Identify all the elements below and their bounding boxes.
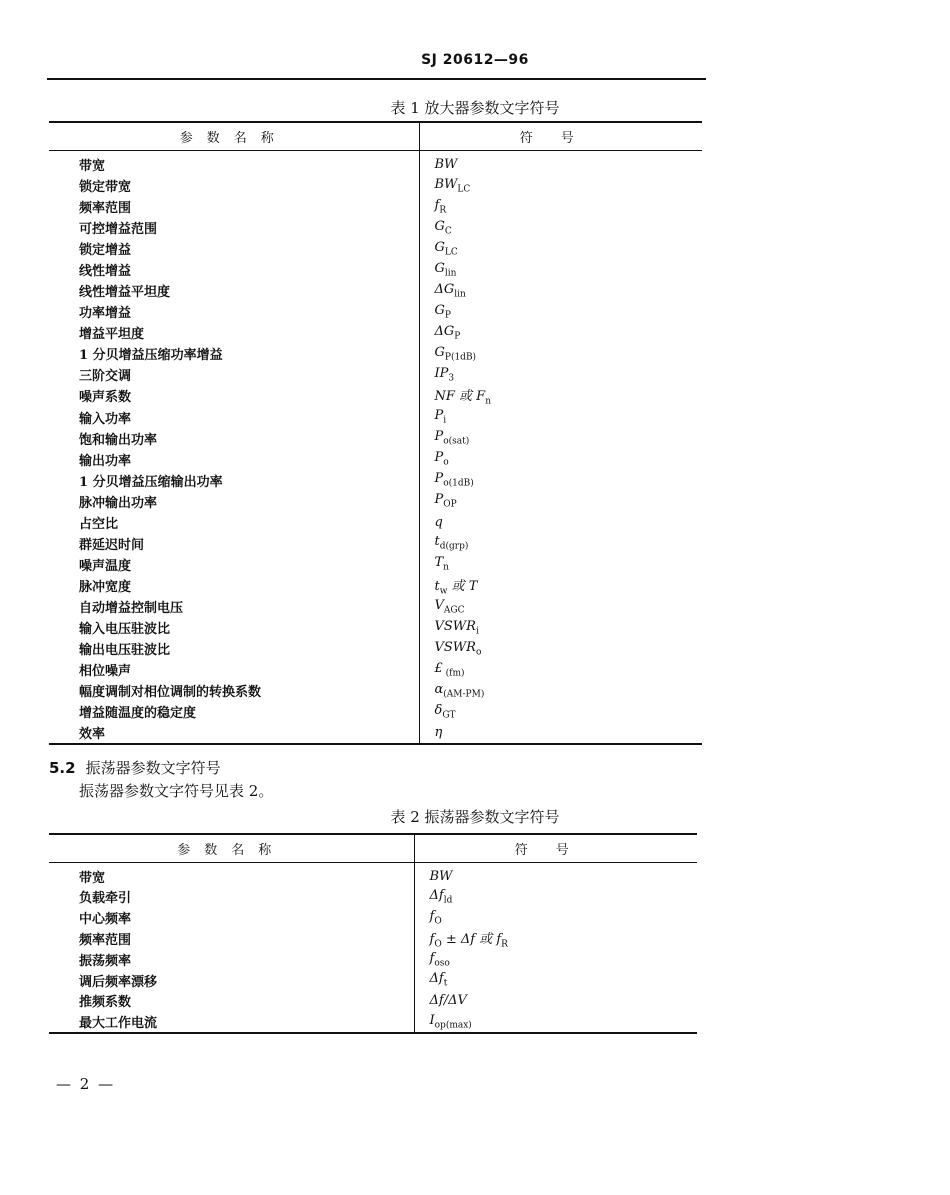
parameter-name: 输入功率 — [79, 411, 132, 427]
parameter-name: 振荡频率 — [79, 954, 132, 970]
parameter-name: 效率 — [79, 727, 106, 743]
parameter-symbol — [414, 991, 697, 1012]
table-row — [49, 343, 702, 364]
page-number: — 2 — — [56, 1075, 116, 1093]
symbol-main: q — [434, 514, 443, 530]
symbol-subscript: i — [443, 415, 447, 426]
parameter-symbol — [419, 364, 702, 385]
table-row — [49, 322, 702, 343]
symbol-main: f — [429, 931, 435, 947]
table-row — [49, 151, 702, 176]
parameter-name: 中心频率 — [79, 911, 132, 927]
section-heading — [49, 757, 221, 778]
symbol-main: f — [434, 197, 440, 213]
parameter-name: 带宽 — [79, 159, 106, 174]
symbol-subscript: ld — [443, 895, 453, 906]
parameter-symbol — [419, 533, 702, 554]
parameter-name: 脉冲输出功率 — [79, 495, 158, 511]
symbol-main: I — [429, 1012, 435, 1028]
symbol-subscript: o — [475, 647, 482, 658]
column-header-symbol: 符号 — [419, 122, 702, 151]
symbol-subscript: GT — [442, 710, 456, 721]
parameter-name: 增益随温度的稳定度 — [79, 706, 197, 722]
table1-caption: 表 1 放大器参数文字符号 — [390, 99, 560, 117]
parameter-symbol — [419, 596, 702, 617]
symbol-main: δ — [434, 702, 443, 718]
parameter-name: 占空比 — [79, 516, 119, 532]
table-row — [49, 928, 697, 950]
symbol-subscript: o(1dB) — [443, 478, 474, 489]
parameter-symbol — [414, 863, 697, 887]
parameter-name: 锁定带宽 — [79, 180, 132, 195]
parameter-name: 最大工作电流 — [79, 1015, 158, 1031]
symbol-main: VSWR — [434, 639, 476, 655]
symbol-main: t — [434, 578, 440, 594]
table-header-row — [49, 122, 702, 151]
parameter-name: 锁定增益 — [79, 243, 132, 258]
table-row — [49, 949, 697, 970]
table-row — [49, 680, 702, 701]
symbol-subscript: d(grp) — [439, 541, 469, 552]
symbol-subscript: w — [439, 586, 448, 597]
table-row — [49, 428, 702, 449]
symbol-subscript: i — [475, 626, 479, 637]
symbol-subscript: t — [443, 979, 448, 990]
parameter-name: 饱和输出功率 — [79, 432, 158, 448]
symbol-subscript: LC — [457, 184, 471, 195]
symbol-tail: 或 T — [447, 578, 478, 594]
symbol-main: P — [434, 492, 444, 508]
table-row — [49, 970, 697, 991]
parameter-symbol — [419, 659, 702, 680]
symbol-main: Δf/ΔV — [429, 993, 467, 1009]
table-row — [49, 175, 702, 196]
symbol-main: P — [434, 471, 444, 487]
table-row — [49, 596, 702, 617]
parameter-symbol — [419, 701, 702, 722]
symbol-main: G — [434, 239, 445, 255]
symbol-subscript: (AM-PM) — [443, 689, 485, 700]
parameter-symbol — [419, 322, 702, 343]
column-header-symbol: 符号 — [414, 834, 697, 863]
symbol-main: P — [434, 450, 444, 466]
column-header-name: 参数名称 — [49, 122, 419, 151]
parameter-symbol — [419, 407, 702, 428]
parameter-name: 频率范围 — [79, 201, 132, 216]
symbol-main: P — [434, 408, 444, 424]
symbol-main: α — [434, 681, 444, 697]
section-body-text: 振荡器参数文字符号见表 2。 — [79, 782, 274, 800]
parameter-name: 线性增益 — [79, 264, 132, 279]
parameter-name: 推频系数 — [79, 995, 132, 1011]
parameter-symbol — [414, 928, 697, 950]
table-row — [49, 470, 702, 491]
parameter-name: 幅度调制对相位调制的转换系数 — [79, 685, 262, 701]
parameter-name: 输入电压驻波比 — [79, 622, 171, 638]
parameter-symbol — [419, 301, 702, 322]
parameter-name: 负载牵引 — [79, 891, 132, 907]
parameter-name: 噪声温度 — [79, 558, 132, 574]
symbol-main: V — [434, 597, 444, 613]
parameter-symbol — [419, 280, 702, 301]
table-row — [49, 554, 702, 575]
parameter-name: 噪声系数 — [79, 390, 132, 406]
symbol-subscript: O — [434, 916, 442, 927]
document-code-header: SJ 20612—96 — [421, 52, 529, 68]
symbol-main: T — [434, 555, 444, 571]
symbol-subscript: O — [434, 939, 442, 950]
table-row — [49, 364, 702, 385]
symbol-main: BW — [434, 176, 458, 192]
parameter-symbol — [419, 512, 702, 533]
table-row — [49, 575, 702, 597]
symbol-subscript: 3 — [448, 373, 455, 384]
symbol-subscript: n — [485, 396, 491, 407]
table-row — [49, 701, 702, 722]
table-row — [49, 301, 702, 322]
parameter-name: 群延迟时间 — [79, 537, 145, 553]
parameter-symbol — [414, 907, 697, 928]
parameter-symbol — [419, 217, 702, 238]
symbol-main: t — [434, 534, 440, 550]
parameter-symbol — [419, 617, 702, 638]
parameter-name: 输出电压驻波比 — [79, 643, 171, 659]
parameter-symbol — [419, 343, 702, 364]
parameter-symbol — [419, 680, 702, 701]
symbol-main: P — [434, 429, 444, 445]
symbol-main: G — [434, 218, 445, 234]
symbol-main: VSWR — [434, 618, 476, 634]
table-row — [49, 887, 697, 908]
parameter-symbol — [419, 196, 702, 217]
table-row — [49, 638, 702, 659]
parameter-symbol — [414, 1011, 697, 1033]
parameter-symbol — [419, 554, 702, 575]
table-row — [49, 449, 702, 470]
symbol-subscript: lin — [444, 268, 457, 279]
parameter-symbol — [419, 175, 702, 196]
symbol-subscript: oso — [434, 958, 450, 969]
symbol-subscript: C — [444, 226, 452, 237]
section-number: 5.2 — [49, 759, 76, 777]
symbol-subscript: OP — [443, 499, 457, 510]
table-row — [49, 991, 697, 1012]
symbol-main: IP — [434, 365, 449, 381]
symbol-subscript: P — [444, 310, 451, 321]
parameter-name: 相位噪声 — [79, 664, 132, 680]
table-row — [49, 196, 702, 217]
parameter-symbol — [419, 428, 702, 449]
symbol-main: G — [434, 344, 445, 360]
header-rule — [47, 78, 706, 80]
parameter-name: 1 分贝增益压缩功率增益 — [79, 348, 223, 363]
table-row — [49, 863, 697, 887]
table-row — [49, 512, 702, 533]
table-row — [49, 722, 702, 744]
parameter-name: 三阶交调 — [79, 369, 132, 384]
symbol-subscript: n — [443, 562, 449, 573]
symbol-main: ΔG — [434, 323, 455, 339]
symbol-subscript: AGC — [443, 605, 465, 616]
symbol-main: BW — [434, 157, 458, 172]
parameter-symbol — [419, 259, 702, 280]
table-header-row — [49, 834, 697, 863]
table-row — [49, 907, 697, 928]
symbol-main: £ — [434, 660, 443, 676]
symbol-main: NF 或 F — [434, 389, 486, 404]
symbol-subscript: (fm) — [442, 668, 465, 679]
parameter-name: 输出功率 — [79, 453, 132, 469]
symbol-subscript: R — [501, 939, 508, 950]
parameter-name: 脉冲宽度 — [79, 579, 132, 595]
parameter-name: 线性增益平坦度 — [79, 285, 171, 300]
table-row — [49, 533, 702, 554]
symbol-main: ΔG — [434, 281, 455, 297]
parameter-symbol — [419, 385, 702, 407]
parameter-name: 自动增益控制电压 — [79, 601, 184, 617]
parameter-symbol — [419, 238, 702, 259]
parameter-name: 1 分贝增益压缩输出功率 — [79, 474, 223, 490]
section-title: 振荡器参数文字符号 — [85, 759, 221, 777]
parameter-name: 功率增益 — [79, 306, 132, 321]
symbol-subscript: op(max) — [434, 1020, 472, 1031]
parameter-name: 可控增益范围 — [79, 222, 158, 237]
symbol-subscript: o(sat) — [443, 436, 470, 447]
symbol-main: BW — [429, 868, 453, 884]
table-row — [49, 217, 702, 238]
table2-caption: 表 2 振荡器参数文字符号 — [390, 808, 560, 826]
table-row — [49, 491, 702, 512]
table-row — [49, 1011, 697, 1033]
parameter-symbol — [419, 722, 702, 744]
amplifier-parameter-table — [49, 121, 702, 745]
parameter-name: 频率范围 — [79, 933, 132, 949]
table-row — [49, 385, 702, 407]
symbol-main: Δf — [429, 971, 444, 987]
symbol-main: G — [434, 260, 445, 276]
parameter-symbol — [414, 970, 697, 991]
parameter-symbol — [419, 575, 702, 597]
parameter-symbol — [419, 638, 702, 659]
symbol-subscript: P(1dB) — [444, 352, 477, 363]
symbol-subscript: LC — [444, 247, 458, 258]
symbol-main: Δf — [429, 888, 444, 904]
symbol-subscript: o — [443, 457, 449, 468]
symbol-subscript: R — [439, 205, 447, 216]
symbol-main: G — [434, 302, 445, 318]
parameter-symbol — [414, 887, 697, 908]
parameter-name: 增益平坦度 — [79, 327, 145, 342]
oscillator-parameter-table — [49, 833, 697, 1034]
parameter-symbol — [419, 151, 702, 176]
parameter-symbol — [419, 491, 702, 512]
table-row — [49, 259, 702, 280]
symbol-main: f — [429, 908, 435, 924]
symbol-tail: ± Δf 或 f — [441, 931, 502, 947]
symbol-subscript: P — [454, 331, 461, 342]
table-row — [49, 659, 702, 680]
column-header-name: 参数名称 — [49, 834, 414, 863]
parameter-symbol — [414, 949, 697, 970]
symbol-main: f — [429, 950, 435, 966]
parameter-name: 带宽 — [79, 870, 106, 886]
parameter-symbol — [419, 470, 702, 491]
table-row — [49, 238, 702, 259]
table-row — [49, 617, 702, 638]
parameter-name: 调后频率漂移 — [79, 974, 158, 990]
symbol-subscript: lin — [454, 289, 466, 300]
table-row — [49, 407, 702, 428]
symbol-main: η — [434, 725, 443, 741]
table-row — [49, 280, 702, 301]
parameter-symbol — [419, 449, 702, 470]
